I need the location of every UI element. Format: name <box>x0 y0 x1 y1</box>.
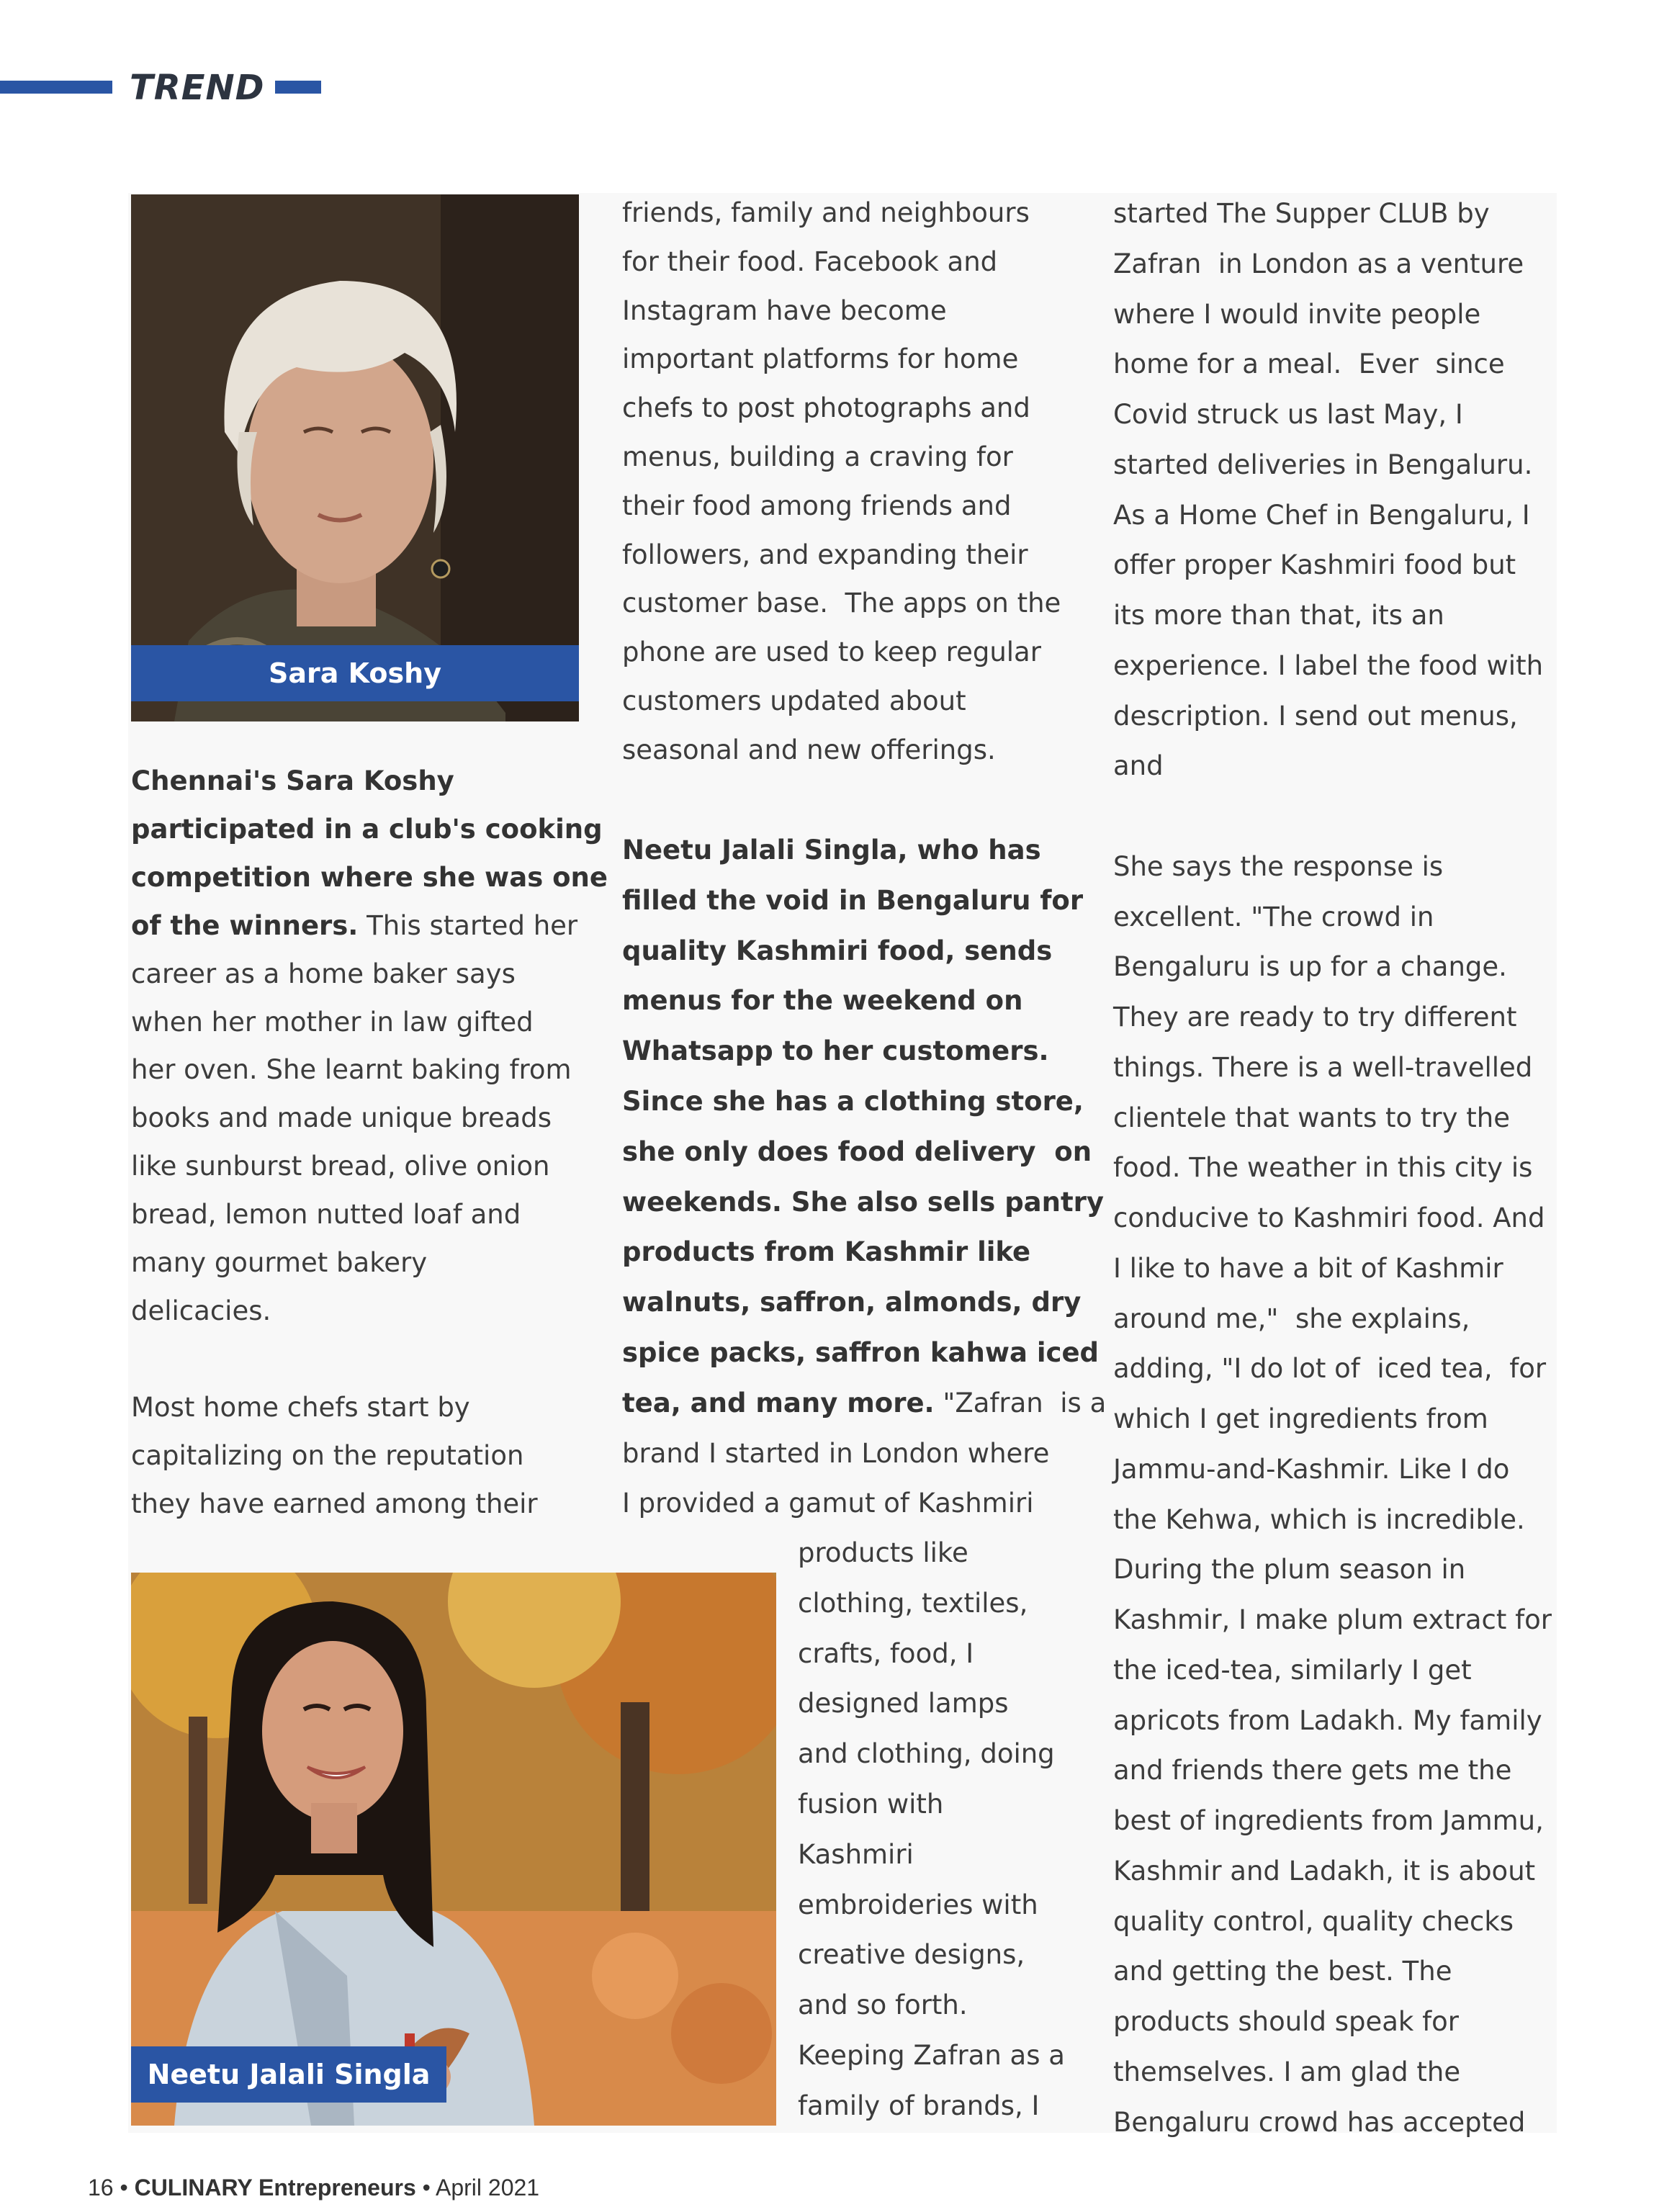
sara-koshy-portrait-illustration <box>131 194 579 721</box>
paragraph-sara-koshy: This started her career as a home baker says when her mother in law gifted her oven. She learnt baking from books and made unique breads like sunburst bread, olive onion bread, lemon nutted loaf and many gourmet bakery delicacies. <box>131 909 578 1326</box>
section-header <box>0 66 331 109</box>
article-column-2-top: friends, family and neighbours for their food. Facebook and Instagram have become important platforms for home chefs to post photographs and menus, building a craving for their food among friends and followers, and expanding their customer base. The apps on the phone are used to keep regular customers updated about seasonal and new offerings. <box>622 197 1061 765</box>
issue-date: April 2021 <box>435 2175 540 2200</box>
header-accent-bar-right <box>275 81 321 94</box>
page-number: 16 <box>88 2175 114 2200</box>
footer-separator-2: • <box>415 2175 436 2200</box>
article-column-2-bottom: products like clothing, textiles, crafts, food, I designed lamps and clothing, doing fusion with Kashmiri embroideries with creative designs, and so forth. Keeping Zafran as a family of brands, I <box>798 1537 1065 2121</box>
photo-caption-sara-koshy: Sara Koshy <box>131 645 579 701</box>
header-accent-bar-left <box>0 81 112 94</box>
section-title: TREND <box>130 68 265 108</box>
sara-koshy-photo <box>131 194 579 721</box>
quote-zafran-start: "Zafran is a brand I started in London where I provided a gamut of Kashmiri <box>622 1387 1107 1519</box>
footer-separator: • <box>113 2175 135 2200</box>
neetu-portrait-illustration <box>131 1573 776 2126</box>
neetu-jalali-singla-photo <box>131 1573 776 2126</box>
article-column-2-middle <box>622 825 1107 1529</box>
lead-sentence-sara-koshy: Chennai's Sara Koshy participated in a club's cooking competition where she was one of the winners. <box>131 765 608 941</box>
page-footer <box>88 2173 539 2202</box>
article-column-3: started The Supper CLUB by Zafran in London as a venture where I would invite people home for a meal. Ever since Covid struck us last May, I started deliveries in Bengaluru. As a Home Chef in Bengaluru, I offer proper Kashmiri food but its more than that, its an experience. I label the food with description. I send out menus, and She says the response is excellent. "The crowd in Bengaluru is up for a change. They are ready to try different things. There is a well-travelled clientele that wants to try the food. The weather in this city is conducive to Kashmiri food. And I like to have a bit of Kashmir around me," she explains, adding, "I do lot of iced tea, for which I get ingredients from Jammu-and-Kashmir. Like I do the Kehwa, which is incredible. During the plum season in Kashmir, I make plum extract for the iced-tea, similarly I get apricots from Ladakh. My family and friends there gets me the best of ingredients from Jammu, Kashmir and Ladakh, it is about quality control, quality checks and getting the best. The products should speak for themselves. I am glad the Bengaluru crowd has accepted <box>1113 198 1552 2138</box>
lead-sentence-neetu: Neetu Jalali Singla, who has filled the void in Bengaluru for quality Kashmiri food, sends menus for the weekend on Whatsapp to her customers. Since she has a clothing store, she only does food delivery on weekends. She also sells pantry products from Kashmir like walnuts, saffron, almonds, dry spice packs, saffron kahwa iced tea, and many more. <box>622 835 1105 1419</box>
article-column-1 <box>131 757 608 1529</box>
paragraph-home-chefs: Most home chefs start by capitalizing on the reputation they have earned among their <box>131 1391 538 1519</box>
publication-name: CULINARY Entrepreneurs <box>134 2175 416 2200</box>
photo-caption-neetu-jalali-singla: Neetu Jalali Singla <box>131 2046 446 2103</box>
